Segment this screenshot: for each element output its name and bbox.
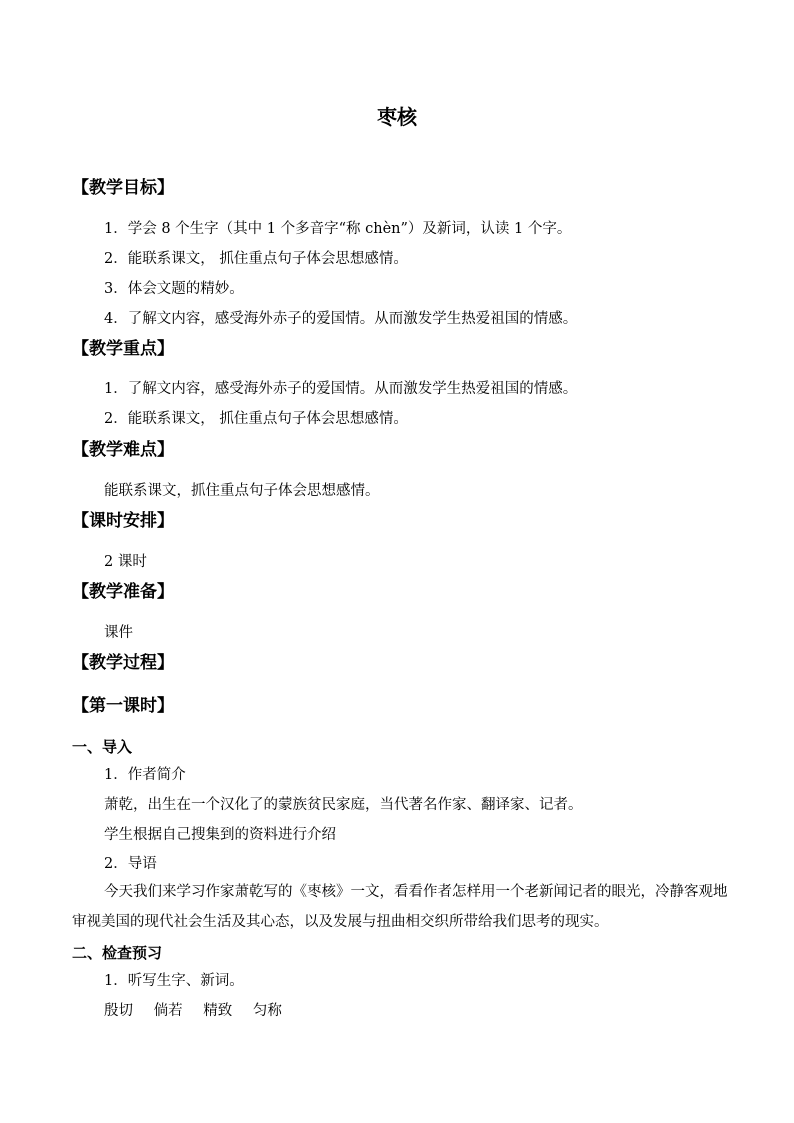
intro-author-text: 萧乾，出生在一个汉化了的蒙族贫民家庭，当代著名作家、翻译家、记者。 [104,797,583,813]
heading-key-points: 【教学重点】 [72,339,174,359]
intro-students-text: 学生根据自己搜集到的资料进行介绍 [104,827,336,843]
difficulties-text: 能联系课文，抓住重点句子体会思想感情。 [104,483,380,499]
goal-item-1: 1．学会 8 个生字（其中 1 个多音字“称 chèn”）及新词，认读 1 个字。 [104,221,572,237]
goal-item-3: 3．体会文题的精妙。 [104,281,244,297]
word-item: 精致 [203,1003,233,1019]
section-intro-heading: 一、导入 [72,738,133,756]
heading-first-lesson: 【第一课时】 [72,696,174,716]
heading-difficulties: 【教学难点】 [72,440,174,460]
key-point-item-2: 2．能联系课文， 抓住重点句子体会思想感情。 [104,411,408,427]
heading-process: 【教学过程】 [72,653,174,673]
goal-item-2: 2．能联系课文， 抓住重点句子体会思想感情。 [104,251,408,267]
key-point-item-1: 1．了解文内容，感受海外赤子的爱国情。从而激发学生热爱祖国的情感。 [104,381,578,397]
word-item: 匀称 [252,1003,282,1019]
schedule-text: 2 课时 [104,554,147,570]
preparation-text: 课件 [104,625,133,641]
heading-schedule: 【课时安排】 [72,511,174,531]
intro-author-label: 1．作者简介 [104,767,186,783]
preview-word-list [104,1000,298,1022]
word-item: 倘若 [153,1003,183,1019]
preview-dictation-label: 1．听写生字、新词。 [104,973,244,989]
document-title: 枣核 [377,105,417,129]
intro-lead-label: 2．导语 [104,856,157,872]
word-item: 殷切 [104,1003,133,1019]
goal-item-4: 4．了解文内容，感受海外赤子的爱国情。从而激发学生热爱祖国的情感。 [104,311,578,327]
heading-teaching-goals: 【教学目标】 [72,178,174,198]
heading-preparation: 【教学准备】 [72,582,174,602]
section-preview-heading: 二、检查预习 [72,944,163,962]
intro-lead-paragraph: 今天我们来学习作家萧乾写的《枣核》一文，看看作者怎样用一个老新闻记者的眼光，冷静客观地审视美国的现代社会生活及其心态，以及发展与扭曲相交织所带给我们思考的现实。 [72,884,728,930]
